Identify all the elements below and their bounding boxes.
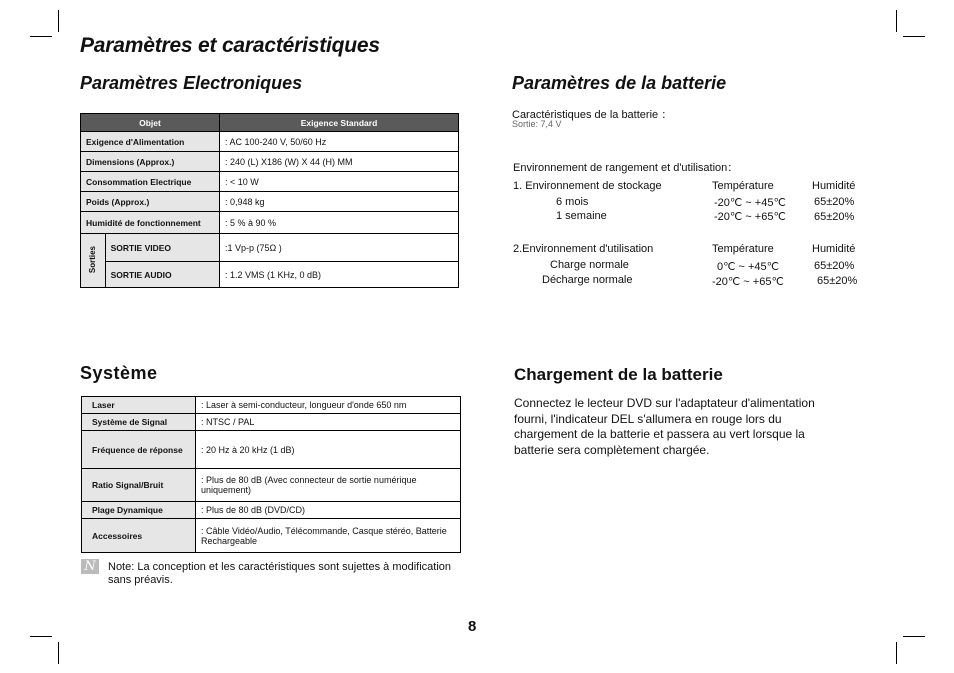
table-row bbox=[81, 212, 459, 234]
system-table bbox=[81, 396, 461, 553]
note-icon: N bbox=[81, 559, 99, 574]
row-label: Ratio Signal/Bruit bbox=[82, 469, 196, 502]
row-label: Laser bbox=[82, 397, 196, 414]
col-standard: Exigence Standard bbox=[220, 114, 459, 132]
table-row bbox=[82, 519, 461, 553]
page-number: 8 bbox=[468, 618, 477, 635]
row-label: Exigence d'Alimentation bbox=[81, 132, 220, 152]
usage-row-label: Décharge normale bbox=[542, 274, 633, 286]
usage-row-hum: 65±20% bbox=[814, 260, 855, 272]
table-row bbox=[81, 152, 459, 172]
usage-row-temp: -20℃ ~ +65℃ bbox=[712, 276, 784, 288]
storage-row-hum: 65±20% bbox=[814, 196, 855, 208]
row-value: : NTSC / PAL bbox=[196, 414, 461, 431]
row-value: : < 10 W bbox=[220, 172, 459, 192]
outputs-label: Sorties bbox=[88, 245, 98, 274]
table-row bbox=[82, 469, 461, 502]
storage-row-hum: 65±20% bbox=[814, 211, 855, 223]
table-row bbox=[81, 262, 459, 288]
electronic-table bbox=[80, 113, 459, 288]
table-row bbox=[81, 132, 459, 152]
crop-mark bbox=[58, 10, 59, 32]
row-value: :1 Vp-p (75Ω ) bbox=[220, 234, 459, 262]
table-row bbox=[82, 502, 461, 519]
storage-row-temp: -20℃ ~ +65℃ bbox=[714, 211, 786, 223]
crop-mark bbox=[896, 642, 897, 664]
table-row bbox=[82, 414, 461, 431]
row-label: Consommation Electrique bbox=[81, 172, 220, 192]
charging-heading: Chargement de la batterie bbox=[514, 365, 723, 384]
usage-title: 2.Environnement d'utilisation bbox=[513, 243, 654, 255]
battery-output: Sortie: 7,4 V bbox=[512, 119, 562, 129]
battery-characteristics: Caractéristiques de la batterie ： bbox=[512, 109, 673, 121]
system-heading: Système bbox=[80, 363, 158, 383]
storage-hum-header: Humidité bbox=[812, 180, 856, 192]
storage-row-temp: -20℃ ~ +45℃ bbox=[714, 197, 786, 209]
row-value: : AC 100-240 V, 50/60 Hz bbox=[220, 132, 459, 152]
usage-temp-header: Température bbox=[712, 243, 774, 255]
crop-mark bbox=[30, 636, 52, 637]
storage-title: 1. Environnement de stockage bbox=[513, 180, 662, 192]
crop-mark bbox=[903, 36, 925, 37]
row-value: : Laser à semi-conducteur, longueur d'onde 650 nm bbox=[196, 397, 461, 414]
row-label: Humidité de fonctionnement bbox=[81, 212, 220, 234]
outputs-cell bbox=[81, 234, 106, 288]
crop-mark bbox=[58, 642, 59, 664]
table-row bbox=[81, 172, 459, 192]
col-object: Objet bbox=[81, 114, 220, 132]
row-label: Poids (Approx.) bbox=[81, 192, 220, 212]
row-value: : Câble Vidéo/Audio, Télécommande, Casque stéréo, Batterie Rechargeable bbox=[196, 519, 461, 553]
storage-temp-header: Température bbox=[712, 180, 774, 192]
crop-mark bbox=[903, 636, 925, 637]
charging-text: Connectez le lecteur DVD sur l'adaptateur d'alimentation fourni, l'indicateur DEL s'allumera en rouge lors du chargement de la batterie et passera au vert lorsque la batterie sera complètement chargée. bbox=[514, 396, 815, 457]
row-label: SORTIE AUDIO bbox=[105, 262, 219, 288]
note-text: Note: La conception et les caractéristiques sont sujettes à modification sans préavis. bbox=[108, 561, 452, 586]
table-row bbox=[81, 192, 459, 212]
environment-label: Environnement de rangement et d'utilisation： bbox=[513, 162, 739, 174]
electronic-heading: Paramètres Electroniques bbox=[80, 73, 303, 93]
row-value: : 0,948 kg bbox=[220, 192, 459, 212]
row-label: SORTIE VIDEO bbox=[105, 234, 219, 262]
row-value: : Plus de 80 dB (Avec connecteur de sortie numérique uniquement) bbox=[196, 469, 461, 502]
storage-row-label: 1 semaine bbox=[556, 210, 607, 222]
page-title: Paramètres et caractéristiques bbox=[80, 34, 380, 57]
row-value: : 20 Hz à 20 kHz (1 dB) bbox=[196, 431, 461, 469]
usage-row-temp: 0℃ ~ +45℃ bbox=[717, 261, 780, 273]
crop-mark bbox=[896, 10, 897, 32]
table-row bbox=[82, 431, 461, 469]
row-value: : Plus de 80 dB (DVD/CD) bbox=[196, 502, 461, 519]
usage-row-hum: 65±20% bbox=[817, 275, 858, 287]
table-row bbox=[82, 397, 461, 414]
usage-row-label: Charge normale bbox=[550, 259, 629, 271]
row-value: : 5 % à 90 % bbox=[220, 212, 459, 234]
row-value: : 1.2 VMS (1 KHz, 0 dB) bbox=[220, 262, 459, 288]
crop-mark bbox=[30, 36, 52, 37]
row-label: Dimensions (Approx.) bbox=[81, 152, 220, 172]
battery-heading: Paramètres de la batterie bbox=[512, 73, 727, 93]
row-label: Plage Dynamique bbox=[82, 502, 196, 519]
row-label: Fréquence de réponse bbox=[82, 431, 196, 469]
storage-row-label: 6 mois bbox=[556, 196, 589, 208]
row-label: Accessoires bbox=[82, 519, 196, 553]
usage-hum-header: Humidité bbox=[812, 243, 856, 255]
row-label: Système de Signal bbox=[82, 414, 196, 431]
row-value: : 240 (L) X186 (W) X 44 (H) MM bbox=[220, 152, 459, 172]
table-row bbox=[81, 234, 459, 262]
